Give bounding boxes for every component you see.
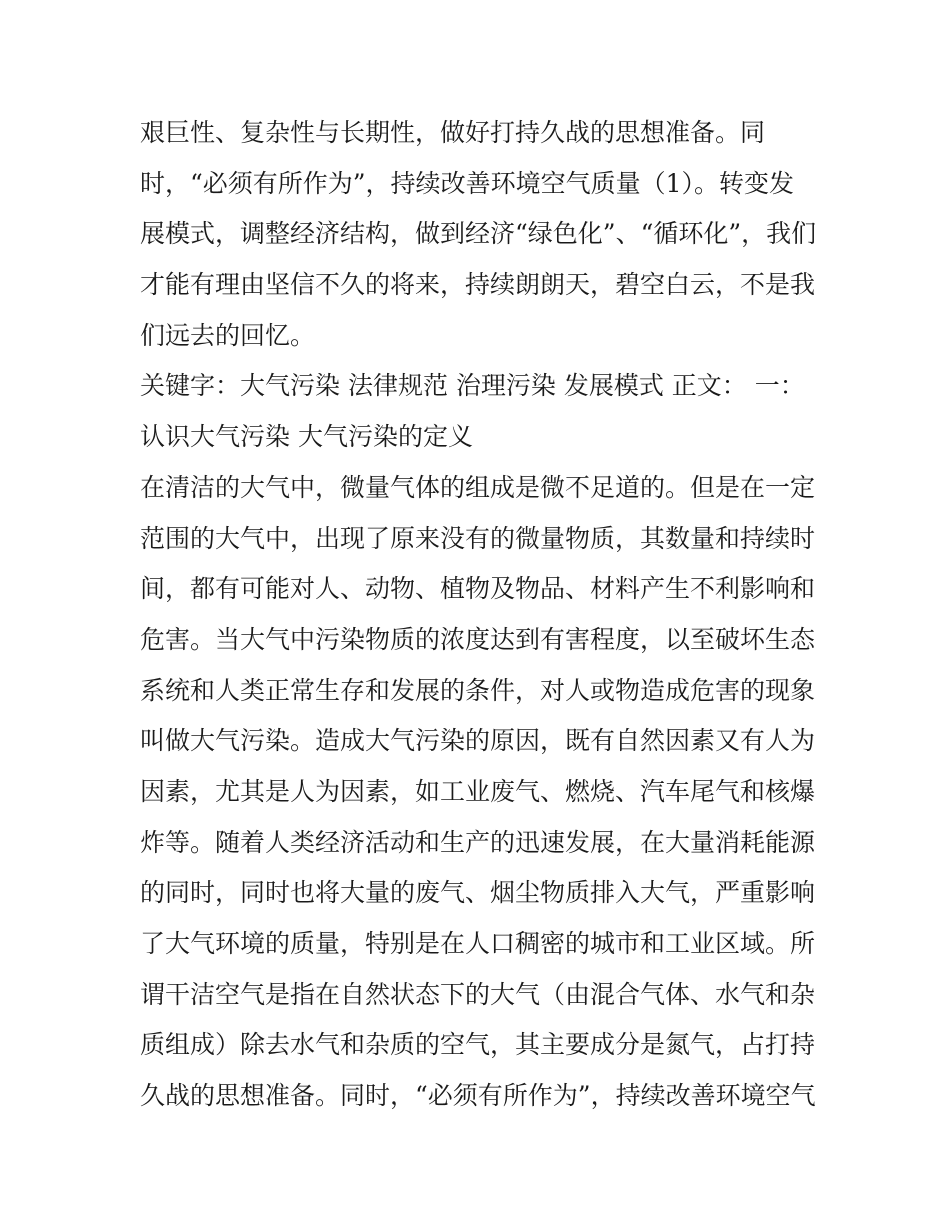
text-line: 的同时，同时也将大量的废气、烟尘物质排入大气，严重影响 — [140, 878, 816, 908]
text-line: 在清洁的大气中，微量气体的组成是微不足道的。但是在一定 — [140, 472, 816, 502]
text-line: 谓干洁空气是指在自然状态下的大气（由混合气体、水气和杂 — [140, 979, 816, 1009]
text-line: 展模式，调整经济结构，做到经济“绿色化”、“循环化”，我们 — [140, 219, 817, 249]
text-line: 们远去的回忆。 — [140, 320, 316, 350]
section-heading-line: 认识大气污染 大气污染的定义 — [140, 422, 473, 452]
text-line: 危害。当大气中污染物质的浓度达到有害程度，以至破坏生态 — [140, 624, 816, 654]
text-line: 系统和人类正常生存和发展的条件，对人或物造成危害的现象 — [140, 675, 816, 705]
text-line: 了大气环境的质量，特别是在人口稠密的城市和工业区域。所 — [140, 929, 816, 958]
body-text — [140, 108, 820, 1122]
text-line: 质组成）除去水气和杂质的空气，其主要成分是氮气，占打持 — [140, 1030, 816, 1060]
keywords-line: 关键字：大气污染 法律规范 治理污染 发展模式 正文： 一： — [140, 371, 805, 401]
text-line: 时，“必须有所作为”，持续改善环境空气质量（1）。转变发 — [140, 168, 794, 198]
text-line: 范围的大气中，出现了原来没有的微量物质，其数量和持续时 — [140, 523, 816, 553]
text-line: 间，都有可能对人、动物、植物及物品、材料产生不利影响和 — [140, 574, 816, 604]
text-line: 炸等。随着人类经济活动和生产的迅速发展，在大量消耗能源 — [140, 827, 816, 857]
text-line: 久战的思想准备。同时，“必须有所作为”，持续改善环境空气 — [140, 1081, 816, 1111]
text-line: 因素，尤其是人为因素，如工业废气、燃烧、汽车尾气和核爆 — [140, 776, 816, 806]
text-line: 叫做大气污染。造成大气污染的原因，既有自然因素又有人为 — [140, 726, 816, 756]
text-line: 艰巨性、复杂性与长期性，做好打持久战的思想准备。同 — [140, 118, 766, 147]
text-line: 才能有理由坚信不久的将来，持续朗朗天，碧空白云，不是我 — [140, 270, 816, 300]
